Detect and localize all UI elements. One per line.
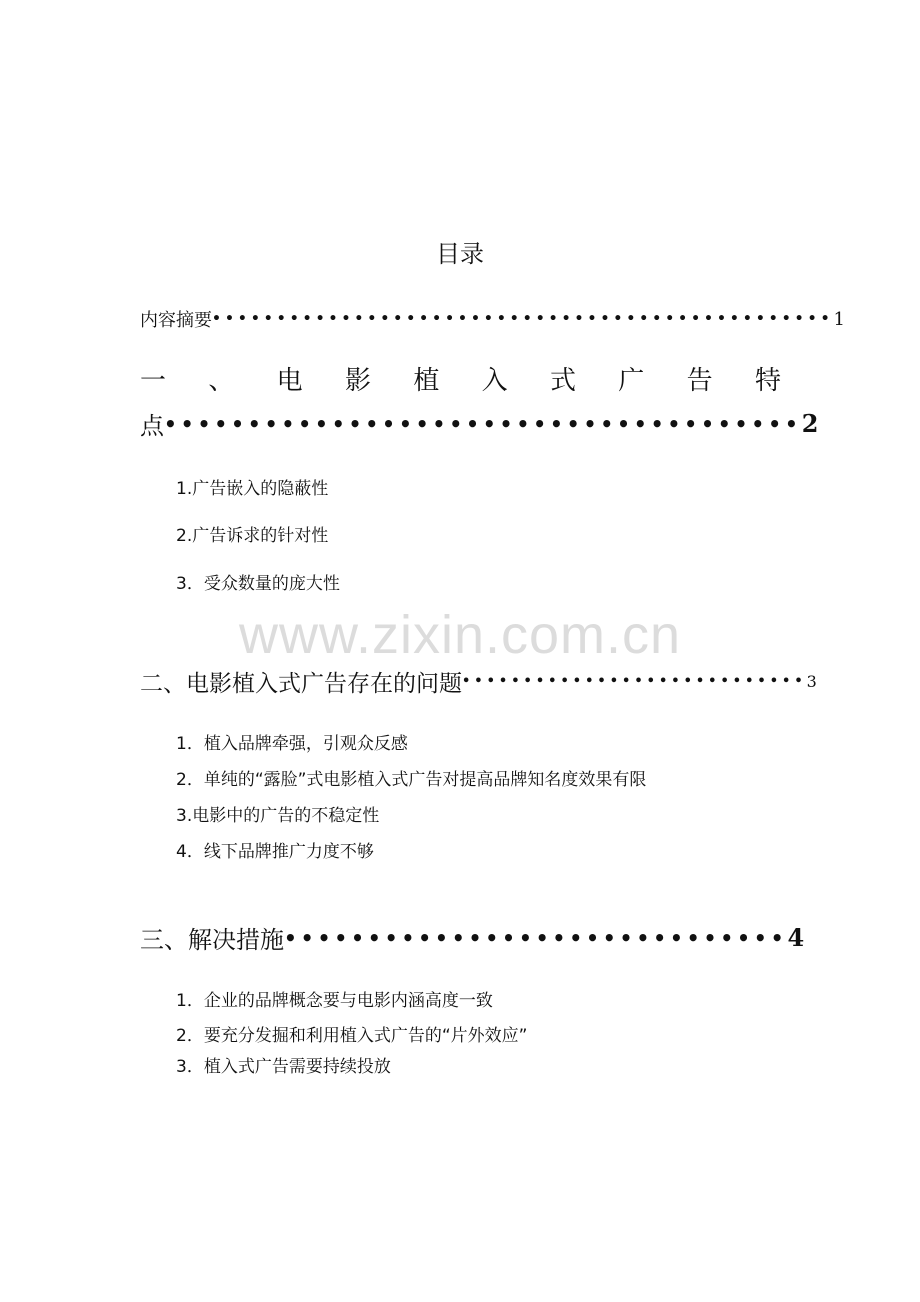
page-number: 4 [787,923,805,952]
section1-char: 一 [140,366,167,396]
toc-entry-section1-line1[interactable] [140,360,781,397]
toc-entry-label: 二、电影植入式广告存在的问题 [140,671,462,697]
toc-entry-abstract[interactable] [140,306,845,332]
section1-char: 影 [344,366,371,396]
dot-leader: •••••••••••••••••••••••••••••••••••••••••••••••• [212,311,834,327]
toc-title: 目录 [436,240,484,268]
toc-entry-label: 点 [140,412,164,440]
toc-entry-label: 三、解决措施 [140,926,284,954]
toc-subentry[interactable]: 2．要充分发掘和利用植入式广告的“片外效应” [176,1026,528,1046]
toc-subentry[interactable]: 2．单纯的“露脸”式电影植入式广告对提高品牌知名度效果有限 [176,770,647,790]
section1-char: 植 [413,366,440,396]
page-number: 1 [833,308,845,330]
dot-leader: •••••••••••••••••••••••••••••• [284,925,788,950]
toc-subentry[interactable]: 2.广告诉求的针对性 [176,526,329,546]
toc-entry-label: 内容摘要 [140,310,212,331]
section1-char: 入 [481,366,508,396]
watermark: www.zixin.com.cn [238,605,682,665]
section1-char: 、 [208,366,235,396]
dot-leader: •••••••••••••••••••••••••••••••••••••• [164,411,802,436]
toc-subentry[interactable]: 1.广告嵌入的隐蔽性 [176,479,329,499]
toc-subentry[interactable]: 1．植入品牌牵强，引观众反感 [176,734,408,754]
toc-subentry[interactable]: 3．植入式广告需要持续投放 [176,1057,391,1077]
section1-char: 电 [276,366,303,396]
toc-entry-section1-line2[interactable] [140,406,819,441]
page-number: 3 [806,672,817,691]
section1-char: 告 [686,366,713,396]
toc-subentry[interactable]: 4．线下品牌推广力度不够 [176,842,374,862]
toc-entry-section3[interactable] [140,920,805,955]
dot-leader: •••••••••••••••••••••••••••• [462,674,807,689]
section1-char: 特 [754,366,781,396]
toc-subentry[interactable]: 3.电影中的广告的不稳定性 [176,806,380,826]
page-number: 2 [801,409,819,438]
toc-subentry[interactable]: 3．受众数量的庞大性 [176,574,340,594]
section1-char: 式 [549,366,576,396]
section1-char: 广 [618,366,645,396]
toc-subentry[interactable]: 1．企业的品牌概念要与电影内涵高度一致 [176,991,493,1011]
toc-entry-section2[interactable] [140,665,817,698]
